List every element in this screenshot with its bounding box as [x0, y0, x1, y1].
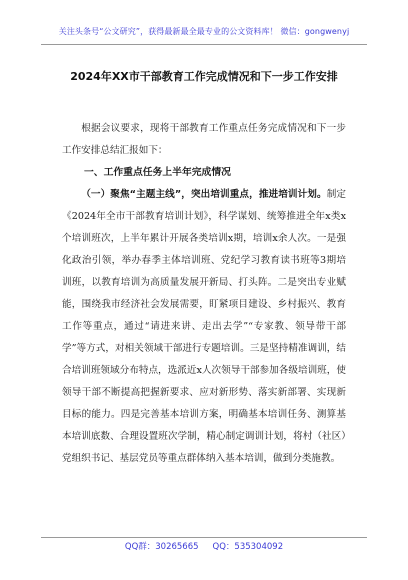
intro-paragraph: 根据会议要求，现将干部教育工作重点任务完成情况和下一步工作安排总结汇报如下：: [62, 123, 346, 156]
qq-contact: QQ：535304092: [212, 542, 284, 552]
subsection-paragraph-1: [62, 184, 346, 470]
footer-divider: [41, 537, 367, 538]
document-title: 2024年XX市干部教育工作完成情况和下一步工作安排: [70, 70, 338, 83]
promo-header: 关注头条号“公文研究”，获得最新最全最专业的公文资料库！ 微信：gongwenyj: [58, 27, 350, 36]
header-divider: [41, 44, 367, 45]
subsection-heading-1: （一）聚焦“主题主线”，突出培训重点，推进培训计划。: [81, 189, 327, 200]
contact-footer: [0, 540, 408, 552]
qq-group: QQ群：30265665: [124, 542, 199, 552]
document-body: [62, 118, 346, 470]
paragraph-1-text: 制定《2024年全市干部教育培训计划》，科学谋划、统筹推进全年x类x个培训班次，上半年累计开展各类培训x期，培训x余人次。一是强化政治引领，举办春季主体培训班、党纪学习教育读书班等3期培训班，以教育培训为高质量发展开新局、打头阵。二是突出专业赋能，围绕我市经济社会发展需要，盯紧项目建设、乡村振兴、教育工作等重点，通过“请进来讲、走出去学”“专家教、领导带干部学”等方式，对相关领域干部进行专题培训。三是坚持精准调训，结合培训班领域分布特点，选派近x人次领导干部参加各级培训班，使领导干部不断提高把握新要求、应对新形势、落实新部署、实现新目标的能力。四是完善基本培训方案，明确基本培训任务、测算基本培训底数、合理设置班次学制，精心制定调训计划，将村（社区）党组织书记、基层党员等重点群体纳入基本培训，做到分类施教。: [62, 189, 346, 464]
section-heading-1: 一、工作重点任务上半年完成情况: [84, 167, 231, 178]
